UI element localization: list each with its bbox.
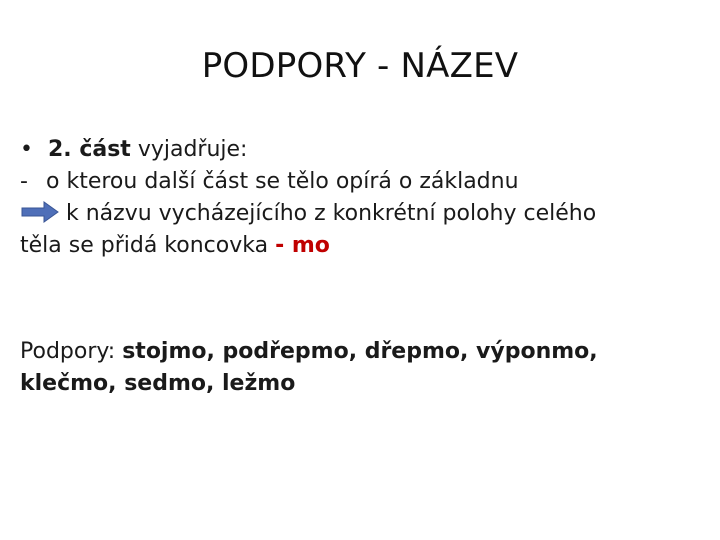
examples-list-1: stojmo, podřepmo, dřepmo, výponmo, bbox=[122, 339, 598, 364]
suffix-line bbox=[20, 230, 710, 262]
examples-line-2 bbox=[20, 368, 710, 400]
explanation-block bbox=[20, 134, 710, 262]
bullet-symbol: • bbox=[20, 137, 33, 162]
bullet-line bbox=[20, 134, 710, 166]
slide-title: PODPORY - NÁZEV bbox=[201, 46, 519, 86]
examples-list-2: klečmo, sedmo, ležmo bbox=[20, 371, 296, 396]
suffix-line-text: těla se přidá koncovka bbox=[20, 233, 276, 258]
dash-symbol: - bbox=[20, 169, 28, 194]
right-arrow-icon bbox=[20, 201, 60, 223]
examples-line-1 bbox=[20, 336, 710, 368]
examples-block bbox=[20, 336, 710, 400]
suffix-mo: - mo bbox=[275, 233, 330, 258]
examples-label: Podpory: bbox=[20, 339, 123, 364]
part-label-rest: vyjadřuje: bbox=[130, 137, 248, 162]
dash-line-text: o kterou další část se tělo opírá o základnu bbox=[46, 169, 519, 194]
dash-line bbox=[20, 166, 710, 198]
arrow-line bbox=[20, 198, 710, 230]
arrow-line-text: k názvu vycházejícího z konkrétní polohy celého bbox=[66, 201, 597, 226]
part-label: 2. část bbox=[48, 137, 131, 162]
